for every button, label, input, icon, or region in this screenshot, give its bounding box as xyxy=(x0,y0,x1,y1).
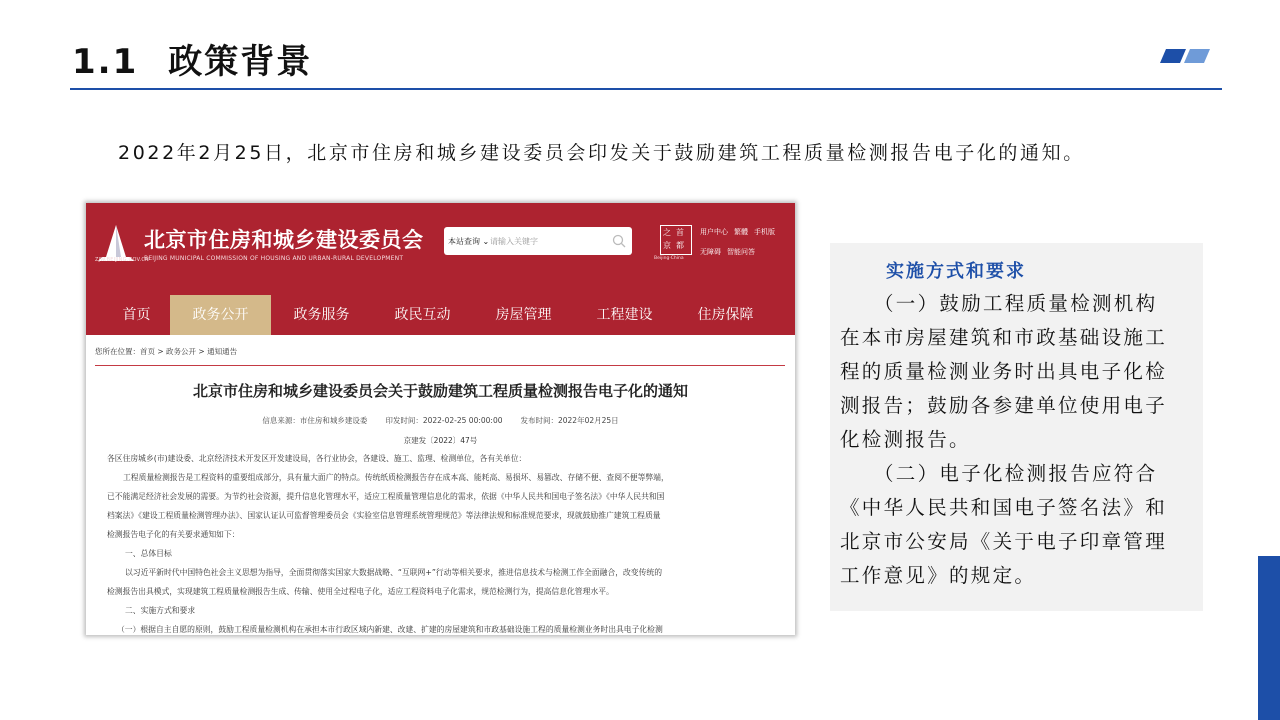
requirements-panel xyxy=(830,243,1203,611)
article-line: 检测报告电子化的有关要求通知如下： xyxy=(107,530,240,539)
website-screenshot xyxy=(86,203,795,635)
site-nav xyxy=(86,295,795,335)
decorative-side-bar xyxy=(1258,556,1280,720)
nav-engineering[interactable]: 工程建设 xyxy=(596,307,653,323)
breadcrumb[interactable]: 您所在位置：首页 > 政务公开 > 通知通告 xyxy=(95,347,238,356)
nav-home[interactable]: 首页 xyxy=(122,307,151,323)
top-links-second-row xyxy=(700,247,761,257)
site-search-box[interactable] xyxy=(444,227,632,255)
nav-public-interaction[interactable]: 政民互动 xyxy=(394,307,451,323)
link-accessibility[interactable]: 无障碍 xyxy=(700,248,721,256)
link-user-center[interactable]: 用户中心 xyxy=(700,228,728,236)
panel-line: 化检测报告。 xyxy=(840,428,971,451)
panel-line: 在本市房屋建筑和市政基础设施工 xyxy=(840,326,1168,349)
article-print-time: 印发时间：2022-02-25 00:00:00 xyxy=(385,416,503,425)
nav-housing-management[interactable]: 房屋管理 xyxy=(495,307,552,323)
section-number: 1.1 xyxy=(72,42,139,82)
article-line: 一、总体目标 xyxy=(125,549,172,558)
panel-line: （一）鼓励工程质量检测机构 xyxy=(840,292,1158,315)
slide-subtitle: 2022年2月25日，北京市住房和城乡建设委员会印发关于鼓励建筑工程质量检测报告电子化的通知。 xyxy=(118,142,1085,164)
seal-char: 京 xyxy=(663,241,671,250)
panel-line: 测报告；鼓励各参建单位使用电子 xyxy=(840,394,1168,417)
seal-char: 之 xyxy=(663,228,671,237)
capital-seal-logo xyxy=(660,225,692,255)
article-line: 档案法》《建设工程质量检测管理办法》、国家认证认可监督管理委员会《实验室信息管理系统管理规范》等法律法规和标准规范要求，现就鼓励推广建筑工程质量 xyxy=(107,511,661,520)
panel-line: 《中华人民共和国电子签名法》和 xyxy=(840,496,1168,519)
section-title: 政策背景 xyxy=(168,42,313,82)
article-source: 信息来源：市住房和城乡建设委 xyxy=(262,416,368,425)
article-line: （一）根据自主自愿的原则，鼓励工程质量检测机构在承担本市行政区域内新建、改建、扩建的房屋建筑和市政基础设施工程的质量检测业务时出具电子化检测 xyxy=(117,625,663,634)
title-divider xyxy=(70,88,1222,90)
nav-government-services[interactable]: 政务服务 xyxy=(293,307,350,323)
panel-line: 程的质量检测业务时出具电子化检 xyxy=(840,360,1168,383)
panel-line: 北京市公安局《关于电子印章管理 xyxy=(840,530,1168,553)
document-number: 京建发〔2022〕47号 xyxy=(403,436,478,445)
nav-housing-security[interactable]: 住房保障 xyxy=(697,307,754,323)
site-name: 北京市住房和城乡建设委员会 xyxy=(144,228,424,252)
logo-url: ZJW.BEIJING.GOV.CN xyxy=(95,257,149,263)
panel-heading: 实施方式和要求 xyxy=(886,261,1026,282)
article-line: 工程质量检测报告是工程资料的重要组成部分，具有量大面广的特点。传统纸质检测报告存在成本高、能耗高、易损坏、易篡改、存储不便、查阅不便等弊端， xyxy=(123,473,669,482)
site-name-english: BEIJING MUNICIPAL COMMISSION OF HOUSING AND URBAN-RURAL DEVELOPMENT xyxy=(144,255,404,262)
slide-title xyxy=(72,34,312,83)
panel-line: （二）电子化检测报告应符合 xyxy=(840,462,1158,485)
nav-government-affairs[interactable]: 政务公开 xyxy=(170,295,271,335)
article-line: 以习近平新时代中国特色社会主义思想为指导，全面贯彻落实国家大数据战略、“互联网+”行动等相关要求，推进信息技术与检测工作全面融合，改变传统的 xyxy=(125,568,662,577)
article-line: 已不能满足经济社会发展的需要。为节约社会资源，提升信息化管理水平，适应工程质量管理信息化的需求，依据《中华人民共和国电子签名法》《中华人民共和国 xyxy=(107,492,665,501)
site-header xyxy=(86,203,795,295)
article-line: 检测报告出具模式，实现建筑工程质量检测报告生成、传输、使用全过程电子化，适应工程资料电子化需求，规范检测行为，提高信息化管理水平。 xyxy=(107,587,614,596)
seal-caption: Beijing·China xyxy=(654,256,684,261)
panel-line: 工作意见》的规定。 xyxy=(840,564,1037,587)
link-smart-qa[interactable]: 智能问答 xyxy=(727,248,755,256)
top-links xyxy=(700,227,781,237)
article-line: 各区住房城乡(市)建设委、北京经济技术开发区开发建设局，各行业协会，各建设、施工、监理、检测单位，各有关单位： xyxy=(107,454,527,463)
decorative-corner-marks xyxy=(1160,49,1210,63)
article-publish-time: 发布时间：2022年02月25日 xyxy=(520,416,619,425)
article-line: 二、实施方式和要求 xyxy=(125,606,196,615)
breadcrumb-divider xyxy=(95,365,785,366)
article-title: 北京市住房和城乡建设委员会关于鼓励建筑工程质量检测报告电子化的通知 xyxy=(192,382,688,400)
seal-char: 都 xyxy=(676,241,684,250)
search-input[interactable]: 请输入关键字 xyxy=(490,237,538,246)
link-traditional[interactable]: 繁體 xyxy=(734,228,748,236)
article-meta xyxy=(86,415,795,426)
search-scope-select[interactable]: 本站查询 ⌄ xyxy=(448,237,490,246)
search-icon[interactable] xyxy=(612,234,626,248)
seal-char: 首 xyxy=(676,228,684,237)
link-mobile[interactable]: 手机版 xyxy=(754,228,775,236)
